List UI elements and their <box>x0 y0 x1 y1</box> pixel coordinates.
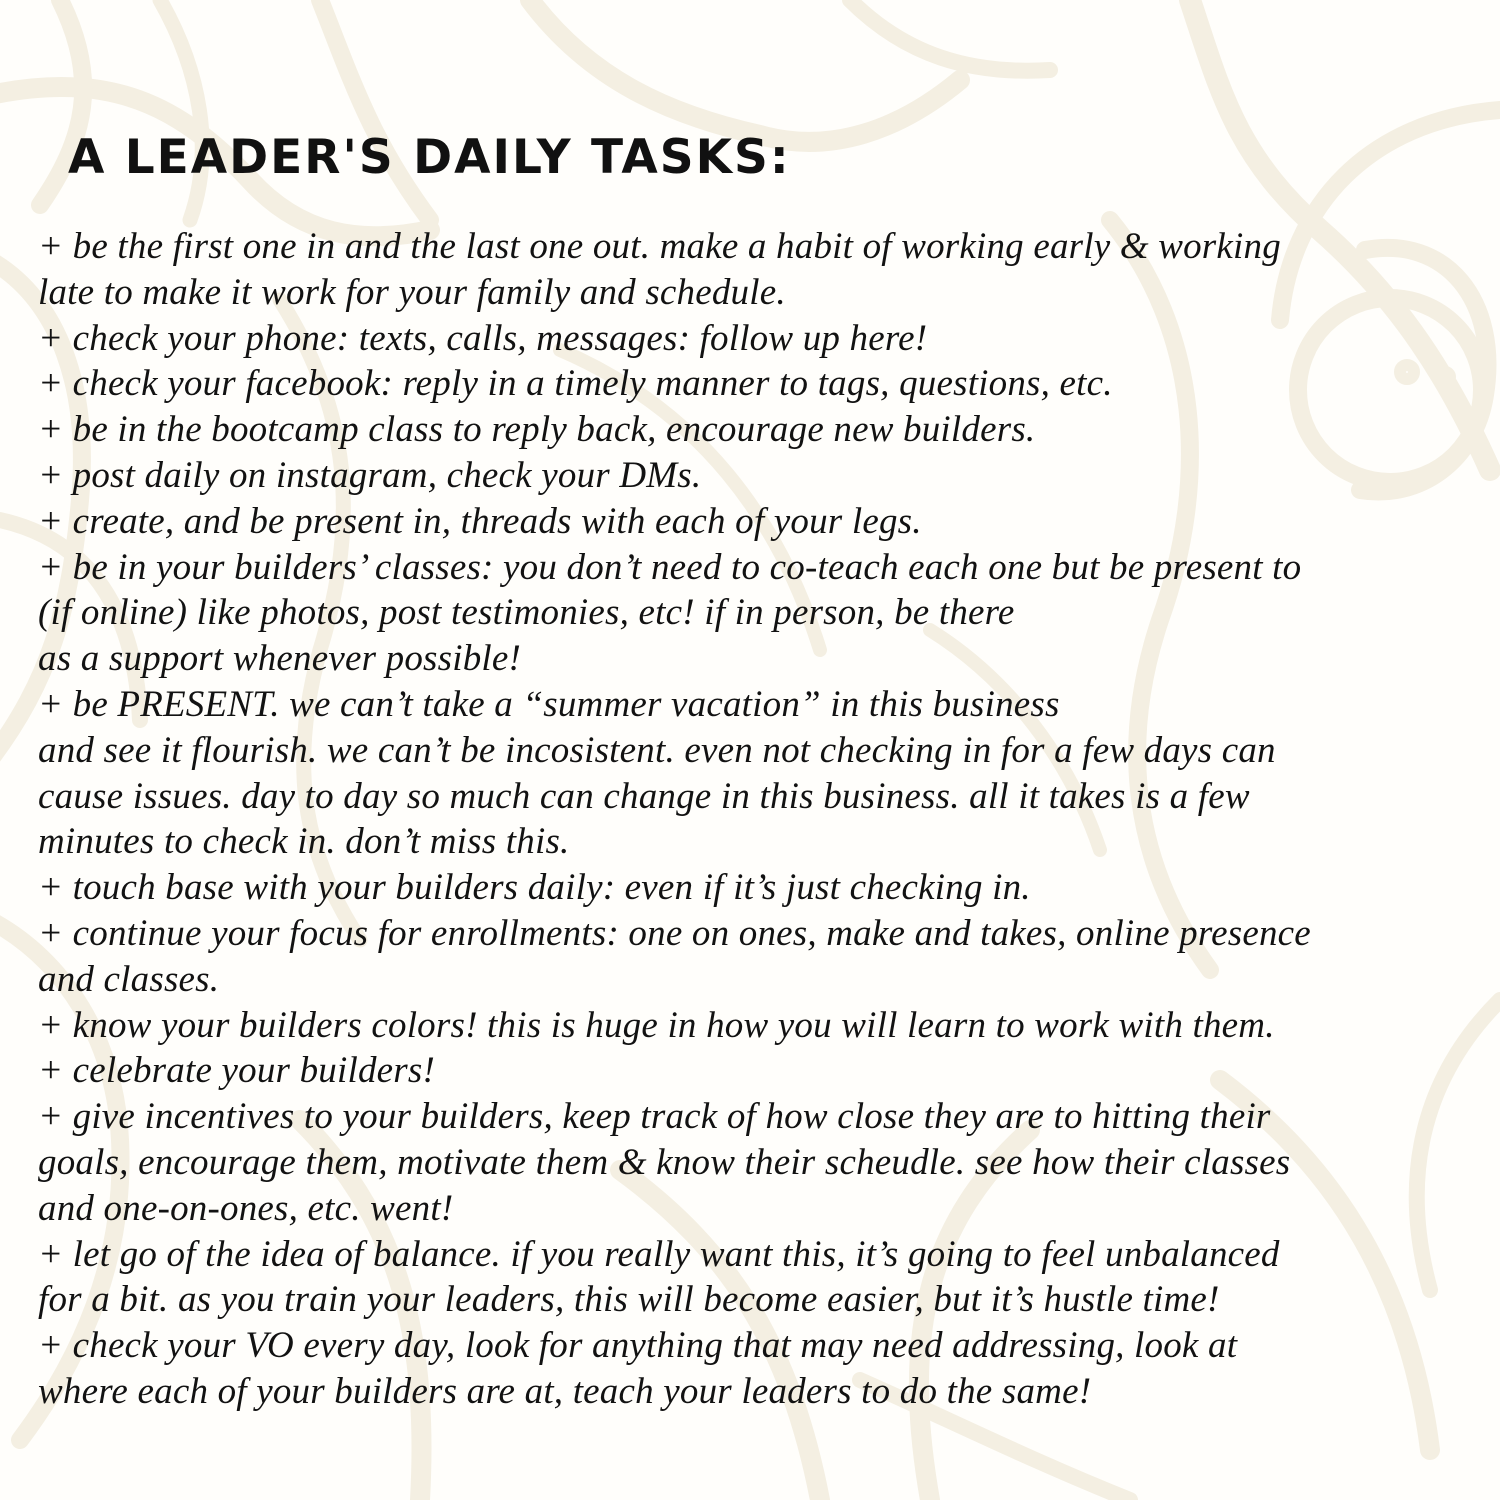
page-title: A LEADER'S DAILY TASKS: <box>68 130 791 185</box>
task-line: + be in the bootcamp class to reply back, encourage new builders. <box>38 409 1036 451</box>
background-vine-5 <box>530 0 960 142</box>
task-line: and see it flourish. we can’t be incosistent. even not checking in for a few days can <box>38 729 1276 771</box>
task-line: and one-on-ones, etc. went! <box>38 1187 454 1229</box>
task-line: cause issues. day to day so much can change in this business. all it takes is a few <box>38 775 1250 817</box>
task-list <box>38 224 1474 1415</box>
task-line: + post daily on instagram, check your DMs. <box>38 454 702 496</box>
task-line: + let go of the idea of balance. if you really want this, it’s going to feel unbalanced <box>38 1233 1280 1275</box>
task-line: + touch base with your builders daily: even if it’s just checking in. <box>38 867 1031 909</box>
task-line: + celebrate your builders! <box>38 1050 435 1092</box>
task-line: goals, encourage them, motivate them & know their scheudle. see how their classes <box>38 1141 1291 1183</box>
task-line: + know your builders colors! this is huge in how you will learn to work with them. <box>38 1004 1275 1046</box>
background-vine-4 <box>320 0 430 220</box>
task-line: + give incentives to your builders, keep track of how close they are to hitting their <box>38 1096 1271 1138</box>
task-line: where each of your builders are at, teach your leaders to do the same! <box>38 1370 1092 1412</box>
task-line: as a support whenever possible! <box>38 638 522 680</box>
task-line: + check your VO every day, look for anything that may need addressing, look at <box>38 1325 1238 1367</box>
task-line: and classes. <box>38 958 220 1000</box>
task-line: + be PRESENT. we can’t take a “summer vacation” in this business <box>38 683 1060 725</box>
task-line: + check your facebook: reply in a timely manner to tags, questions, etc. <box>38 363 1113 405</box>
task-line: for a bit. as you train your leaders, this will become easier, but it’s hustle time! <box>38 1279 1220 1321</box>
background-vine-6 <box>850 0 1050 71</box>
task-line: + create, and be present in, threads with each of your legs. <box>38 500 922 542</box>
task-line: + be in your builders’ classes: you don’t need to co-teach each one but be present to <box>38 546 1302 588</box>
task-line: + continue your focus for enrollments: one on ones, make and takes, online presence <box>38 912 1311 954</box>
task-line: late to make it work for your family and schedule. <box>38 271 786 313</box>
task-line: (if online) like photos, post testimonies, etc! if in person, be there <box>38 592 1015 634</box>
task-line: minutes to check in. don’t miss this. <box>38 821 570 863</box>
task-line: + be the first one in and the last one out. make a habit of working early & working <box>38 226 1281 267</box>
task-line: + check your phone: texts, calls, messages: follow up here! <box>38 317 928 359</box>
